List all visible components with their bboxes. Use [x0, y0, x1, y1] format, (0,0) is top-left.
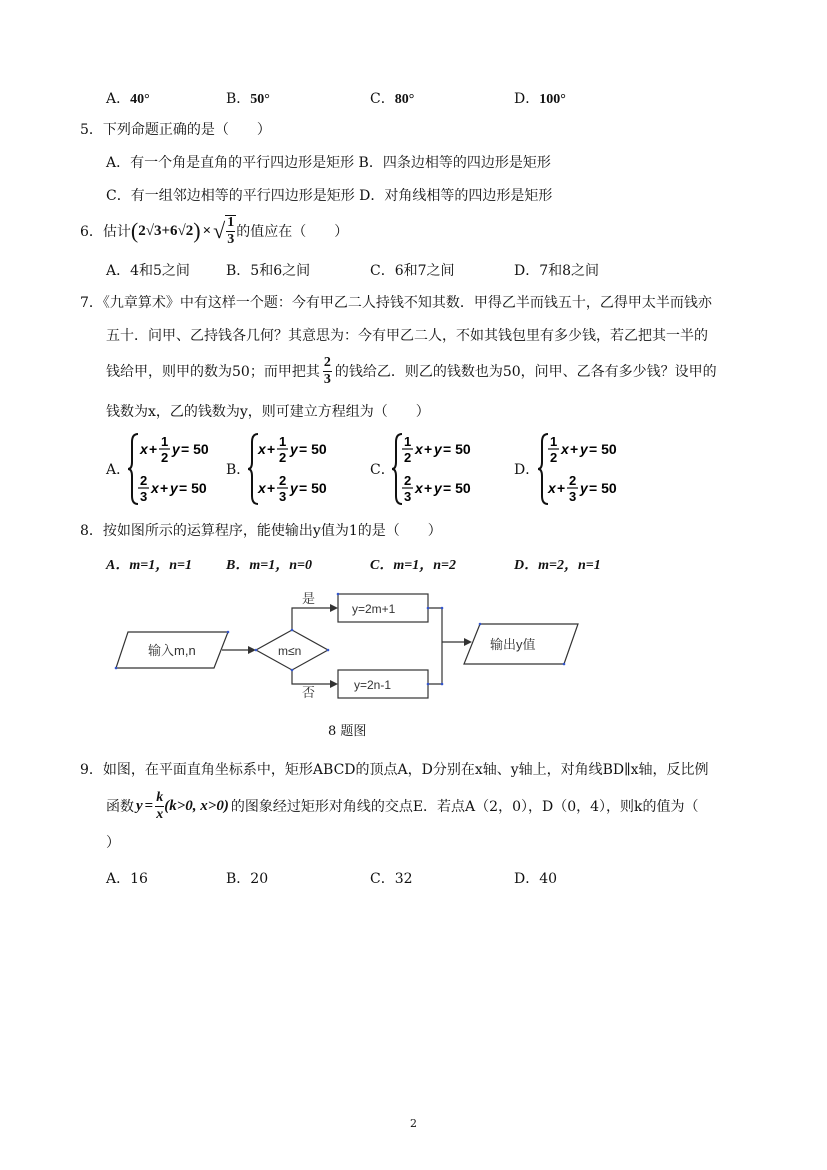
svg-text:+: +	[570, 441, 579, 457]
svg-text:3: 3	[279, 489, 287, 504]
q7-label-b: B．	[226, 462, 251, 478]
q5-stem: 5．下列命题正确的是（ ）	[80, 122, 271, 138]
svg-text:= 50: = 50	[589, 441, 617, 457]
svg-text:= 50: = 50	[181, 441, 209, 457]
q9-option-d: D．40	[514, 871, 558, 887]
svg-text:= 50: = 50	[589, 480, 617, 496]
svg-text:x: x	[415, 441, 423, 457]
svg-text:+: +	[267, 441, 276, 457]
q8-option-a: A．m=1，n=1	[106, 558, 192, 573]
svg-text:2: 2	[140, 473, 148, 488]
q8-flowchart	[110, 586, 590, 706]
svg-text:2: 2	[279, 473, 287, 488]
svg-text:+: +	[424, 441, 433, 457]
svg-text:x: x	[415, 480, 423, 496]
page-number: 2	[410, 1117, 417, 1130]
q9-option-b: B．20	[226, 871, 269, 887]
svg-text:y: y	[434, 480, 442, 496]
fraction-two-thirds: $\frac{2}{3}$	[323, 354, 331, 387]
q9-line3: ）	[106, 835, 120, 851]
svg-text:2: 2	[550, 450, 558, 465]
q7-label-a: A．	[106, 462, 131, 478]
q8-option-b: B．m=1，n=0	[226, 558, 312, 573]
q6-option-a: A．4和5之间	[106, 263, 190, 279]
svg-text:+: +	[149, 441, 158, 457]
svg-text:+: +	[160, 480, 169, 496]
flow-input-text: 输入m,n	[148, 643, 196, 658]
flow-no-label: 否	[302, 685, 316, 700]
svg-text:y: y	[580, 441, 588, 457]
q6-option-c: C．6和7之间	[370, 263, 455, 279]
svg-text:+: +	[557, 480, 566, 496]
svg-text:y: y	[580, 480, 588, 496]
svg-text:2: 2	[404, 473, 412, 488]
q7-system-a	[128, 430, 228, 508]
svg-text:y: y	[290, 441, 298, 457]
svg-text:y: y	[172, 441, 180, 457]
svg-text:+: +	[267, 480, 276, 496]
q8-option-d: D．m=2，n=1	[514, 558, 601, 573]
q4-option-c: C．80°	[370, 91, 415, 107]
flow-condition-text: m≤n	[278, 644, 302, 658]
svg-text:3: 3	[404, 489, 412, 504]
q4-option-d: D．100°	[514, 91, 566, 107]
svg-text:2: 2	[404, 450, 412, 465]
q9-option-c: C．32	[370, 871, 413, 887]
svg-text:3: 3	[140, 489, 148, 504]
svg-text:1: 1	[279, 434, 287, 449]
flow-top-text: y=2m+1	[352, 602, 396, 616]
svg-text:= 50: = 50	[179, 480, 207, 496]
svg-text:x: x	[258, 480, 266, 496]
q6-expression: ( 2√3 + 6√2 ) × √ $\frac{1}{3}$	[130, 215, 235, 247]
q5-options-line1: A．有一个角是直角的平行四边形是矩形 B．四条边相等的四边形是矩形	[106, 155, 551, 171]
q9-line1: 9．如图，在平面直角坐标系中，矩形ABCD的顶点A，D分别在x轴、y轴上，对角线BD∥x轴，反比例	[80, 762, 709, 778]
q4-option-a: A．40°	[106, 91, 150, 107]
svg-text:y: y	[170, 480, 178, 496]
svg-text:x: x	[151, 480, 159, 496]
svg-text:= 50: = 50	[299, 441, 327, 457]
svg-text:1: 1	[161, 434, 169, 449]
q9-function: y = $\frac{k}{x}$ (k>0, x>0)	[136, 789, 229, 822]
q7-system-d	[538, 430, 638, 508]
q7-label-d: D．	[514, 462, 540, 478]
q7-line3: 钱给甲，则甲的数为50；而甲把其 $\frac{2}{3}$ 的钱给乙．则乙的钱数也为50，问甲、乙各有多少钱？设甲的	[106, 354, 717, 387]
flow-yes-label: 是	[302, 591, 316, 606]
svg-text:= 50: = 50	[299, 480, 327, 496]
svg-text:1: 1	[404, 434, 412, 449]
svg-text:x: x	[258, 441, 266, 457]
svg-text:+: +	[424, 480, 433, 496]
svg-text:2: 2	[161, 450, 169, 465]
q8-option-c: C．m=1，n=2	[370, 558, 456, 573]
svg-text:x: x	[140, 441, 148, 457]
svg-text:= 50: = 50	[443, 480, 471, 496]
q5-options-line2: C．有一组邻边相等的平行四边形是矩形 D．对角线相等的四边形是矩形	[106, 188, 553, 204]
svg-text:x: x	[561, 441, 569, 457]
q7-line2: 五十．问甲、乙持钱各几何？其意思为：今有甲乙二人，不如其钱包里有多少钱，若乙把其一半的	[106, 328, 708, 344]
q4-option-b: B．50°	[226, 91, 270, 107]
q7-system-c	[392, 430, 492, 508]
svg-text:3: 3	[569, 489, 577, 504]
svg-text:y: y	[290, 480, 298, 496]
q6-option-b: B．5和6之间	[226, 263, 311, 279]
svg-text:y: y	[434, 441, 442, 457]
q7-line4: 钱数为x，乙的钱数为y，则可建立方程组为（ ）	[106, 404, 430, 420]
q7-label-c: C．	[370, 462, 395, 478]
q9-line2: 函数 y = $\frac{k}{x}$ (k>0, x>0) 的图象经过矩形对角线的交点E．若点A（2，0），D（0，4），则k的值为（	[106, 789, 699, 822]
svg-text:1: 1	[550, 434, 558, 449]
q9-option-a: A．16	[106, 871, 148, 887]
q7-line1: 7．《九章算术》中有这样一个题：今有甲乙二人持钱不知其数．甲得乙半而钱五十，乙得甲太半而钱亦	[80, 295, 712, 311]
q7-system-b	[248, 430, 348, 508]
flow-bottom-text: y=2n-1	[354, 678, 392, 692]
q6-option-d: D．7和8之间	[514, 263, 600, 279]
svg-text:= 50: = 50	[443, 441, 471, 457]
flow-output-text: 输出y值	[490, 637, 536, 652]
svg-text:x: x	[548, 480, 556, 496]
svg-text:2: 2	[279, 450, 287, 465]
svg-text:2: 2	[569, 473, 577, 488]
q8-stem: 8．按如图所示的运算程序，能使输出y值为1的是（ ）	[80, 523, 442, 539]
q6-stem: 6．估计 ( 2√3 + 6√2 ) × √ $\frac{1}{3}$ 的值应在（ ）	[80, 215, 349, 247]
q8-figure-caption: 8 题图	[328, 724, 367, 739]
